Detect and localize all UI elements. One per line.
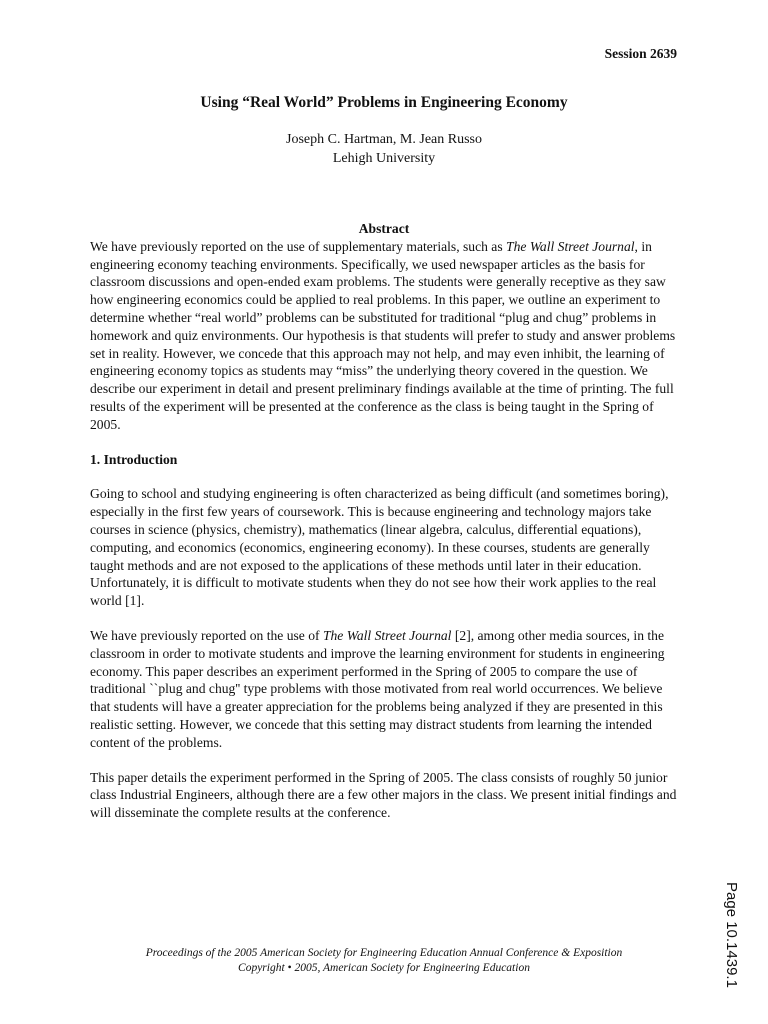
abstract-text-part: We have previously reported on the use of supplementary materials, such as [90, 238, 507, 254]
paper-title: Using “Real World” Problems in Engineering Economy [200, 94, 568, 111]
section-heading-introduction: 1. Introduction [90, 451, 178, 467]
abstract-heading: Abstract [358, 221, 410, 236]
page-footer [0, 946, 768, 976]
intro-paragraph-3: This paper details the experiment performed in the Spring of 2005. The class consists of roughly 50 junior class Industrial Engineers, although there are a few other majors in the class. We present initial findings and will disseminate the complete results at the conference. [90, 769, 677, 821]
author-affiliation: Lehigh University [332, 151, 436, 166]
page-identifier: Page 10.1439.1 [723, 882, 740, 988]
abstract-text-part: , in engineering economy teaching environments. Specifically, we used newspaper articles as the basis for classroom discussions and open-ended exam problems. The students were generally receptive as they saw how engineering economics could be applied to real problems. In this paper, we outline an experiment to determine whether “real world” problems can be substituted for traditional “plug and chug” problems in homework and quiz environments. Our hypothesis is that students will prefer to study and answer problems set in reality. However, we concede that this approach may not help, and may even inhibit, the learning of engineering economy topics as students may “miss” the underlying theory covered in the question. We describe our experiment in detail and present preliminary findings available at the time of printing. The full results of the experiment will be presented at the conference as the class is being taught in the Spring of 2005. [90, 238, 676, 432]
intro-paragraph-1: Going to school and studying engineering is often characterized as being difficult (and sometimes boring), especially in the first few years of coursework. This is because engineering and technology majors take courses in science (physics, chemistry), mathematics (linear algebra, calculus, differential equations), computing, and economics (economics, engineering economy). In these courses, students are generally taught methods and are not exposed to the applications of these methods until later in their education. Unfortunately, it is difficult to motivate students when they do not see how their work applies to the real world [1]. [90, 486, 669, 609]
abstract-journal-title: The Wall Street Journal [506, 238, 635, 254]
intro-paragraph-2 [90, 627, 678, 752]
intro-paragraph-2-part: [2], among other media sources, in the classroom in order to motivate students and improve the learning environment for students in engineering economy. This paper describes an experiment performed in the Spring of 2005 to compare the use of traditional ``plug and chug'' type problems with those motivated from real world occurrences. We believe that students will have a greater appreciation for the problems being analyzed if they are presented in this realistic setting. However, we concede that this setting may distract students from learning the intended content of the problems. [90, 627, 665, 750]
intro-journal-title: The Wall Street Journal [322, 627, 452, 643]
author-block [0, 130, 768, 168]
intro-paragraph-2-part: We have previously reported on the use of [90, 627, 323, 643]
footer-proceedings: Proceedings of the 2005 American Society for Engineering Education Annual Conference & Exposition [145, 947, 623, 959]
footer-copyright: Copyright • 2005, American Society for Engineering Education [238, 962, 530, 974]
session-number: Session 2639 [604, 46, 677, 61]
paper-body [90, 220, 678, 822]
abstract-text [90, 238, 678, 434]
author-names: Joseph C. Hartman, M. Jean Russo [286, 132, 482, 147]
